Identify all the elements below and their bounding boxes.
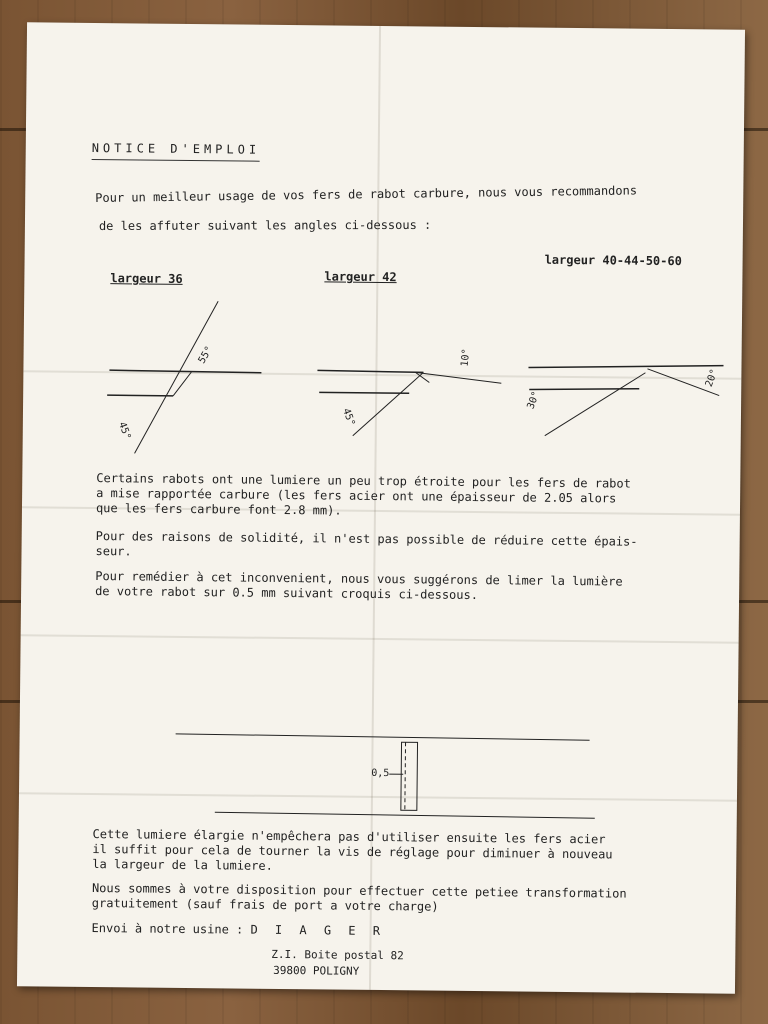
diagram-line [107, 395, 173, 396]
diagram-line [545, 372, 646, 437]
sketch-dimension-label: 0,5 [371, 767, 390, 780]
diagram-line [135, 300, 219, 454]
paragraph: Cette lumiere élargie n'empêchera pas d'utiliser ensuite les fers acier il suffit pour cela de tourner la vis de réglage pour diminuer à nouveau la largeur de la lumiere. [92, 826, 613, 873]
angle-label: 10° [459, 348, 473, 368]
paragraph: Pour remédier à cet inconvenient, nous vous suggérons de limer la lumière de votre rabot sur 0.5 mm suivant croquis ci-dessous. [95, 569, 623, 603]
width-label-42: largeur 42 [324, 269, 397, 285]
angle-label: 20° [703, 367, 721, 389]
address-line: Z.I. Boite postal 82 [271, 947, 404, 963]
angle-label: 30° [525, 389, 543, 411]
diagram-line [529, 388, 639, 391]
width-label-40-60: largeur 40-44-50-60 [544, 252, 682, 269]
sender-name: D I A G E R [250, 922, 386, 939]
angle-diagram-42 [317, 347, 502, 438]
sketch-line [215, 812, 595, 818]
diagram-line [317, 370, 423, 372]
address-line: 39800 POLIGNY [273, 963, 360, 978]
angle-label: 45° [340, 406, 357, 428]
angle-label: 55° [196, 344, 216, 366]
intro-line: Pour un meilleur usage de vos fers de rabot carbure, nous vous recommandons [95, 183, 638, 205]
diagram-line [109, 370, 261, 373]
slot-dashed-line [405, 742, 406, 810]
document-title: NOTICE D'EMPLOI [92, 141, 261, 162]
paragraph: Nous sommes à votre disposition pour effectuer cette petiee transformation gratuitement (sauf frais de port a votre charge) [91, 880, 627, 914]
sender-prefix: Envoi à notre usine : [91, 920, 251, 937]
diagram-line [528, 364, 723, 370]
width-label-36: largeur 36 [110, 271, 183, 286]
angle-label: 45° [116, 420, 133, 442]
diagram-line [319, 392, 409, 393]
diagram-line [353, 372, 424, 437]
angle-diagram-36 [107, 300, 263, 455]
paragraph: Certains rabots ont une lumiere un peu trop étroite pour les fers de rabot a mise rapportée carbure (les fers acier ont une épaisseur de 2.05 alors que les fers carbure font 2.8 mm). [95, 471, 631, 518]
diagram-line [173, 372, 191, 396]
slot-sketch [175, 734, 596, 818]
paragraph: Pour des raisons de solidité, il n'est pas possible de réduire cette épais- seur. [95, 529, 638, 559]
instruction-sheet [17, 22, 745, 993]
slot-outline [401, 742, 418, 810]
sketch-line [176, 734, 590, 740]
angle-diagram-40-60 [525, 364, 723, 438]
intro-line: de les affuter suivant les angles ci-dessous : [98, 217, 432, 234]
